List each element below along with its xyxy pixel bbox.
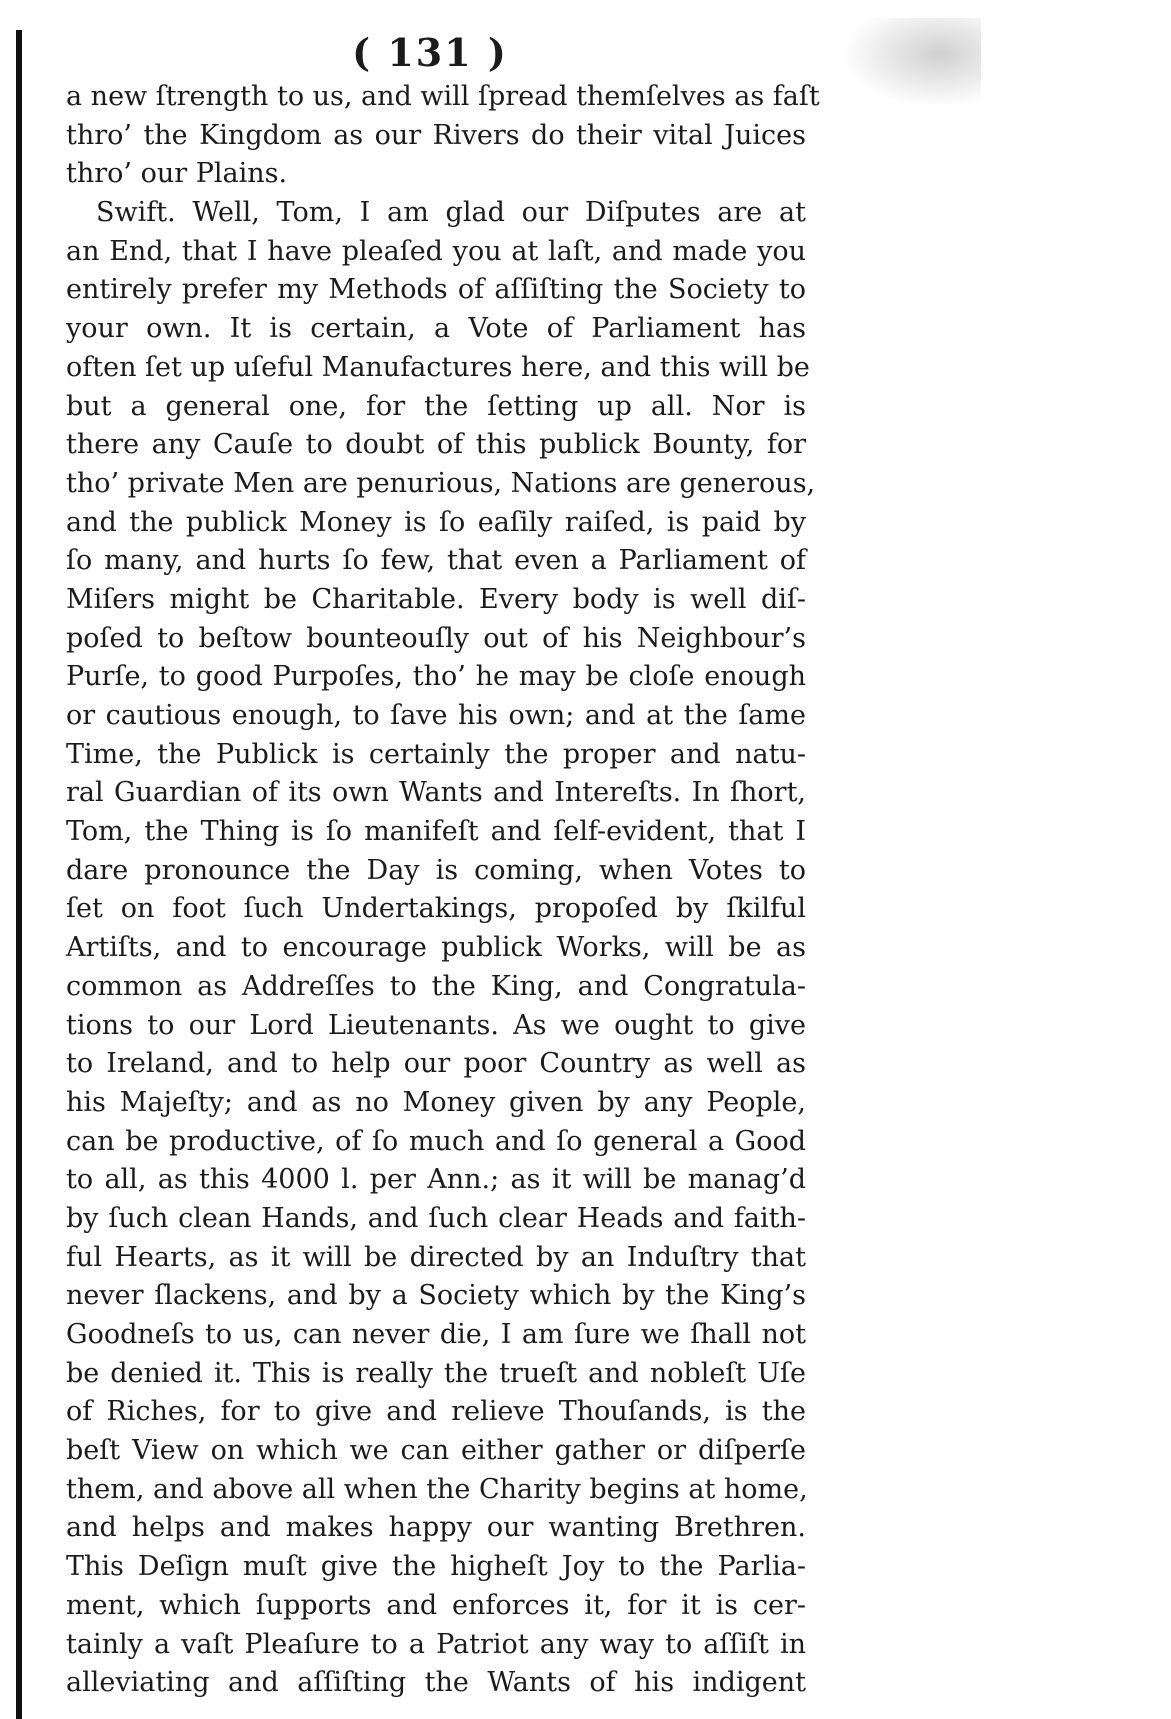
text-line: tainly a vaſt Pleaſure to a Patriot any way to aſſiſt in	[66, 1628, 806, 1660]
text-line: your own. It is certain, a Vote of Parliament has	[66, 313, 806, 345]
text-line: but a general one, for the ſetting up all. Nor is	[66, 390, 806, 422]
binding-edge-line	[16, 30, 22, 1719]
text-line: ment, which ſupports and enforces it, for it is cer-	[66, 1589, 806, 1621]
text-line: dare pronounce the Day is coming, when Votes to	[66, 854, 806, 886]
text-line: beſt View on which we can either gather or diſperſe	[66, 1435, 806, 1467]
body-text	[66, 78, 820, 1703]
text-line: to all, as this 4000 l. per Ann.; as it will be manag’d	[66, 1164, 806, 1196]
text-line: can be productive, of ſo much and ſo general a Good	[66, 1125, 806, 1157]
text-line: tions to our Lord Lieutenants. As we ought to give	[66, 1009, 806, 1041]
text-line: Tom, the Thing is ſo manifeſt and ſelf-evident, that I	[66, 816, 806, 848]
text-line: ſet on foot ſuch Undertakings, propoſed by ſkilful	[66, 893, 806, 925]
text-line: tho’ private Men are penurious, Nations are generous,	[66, 467, 816, 499]
text-line: alleviating and aſſiſting the Wants of his indigent	[66, 1667, 806, 1699]
text-line: an End, that I have pleaſed you at laſt, and made you	[66, 235, 806, 267]
text-line: never ſlackens, and by a Society which by the King’s	[66, 1280, 806, 1312]
page-number: ( 131 )	[352, 30, 508, 75]
text-line: thro’ the Kingdom as our Rivers do their vital Juices	[66, 119, 806, 151]
text-line: entirely prefer my Methods of aſſiſting the Society to	[66, 274, 806, 306]
text-line: there any Cauſe to doubt of this publick Bounty, for	[66, 429, 806, 461]
text-line: to Ireland, and to help our poor Country as well as	[66, 1048, 806, 1080]
text-line: Time, the Publick is certainly the proper and natu-	[66, 738, 806, 770]
text-line: a new ſtrength to us, and will ſpread themſelves as faſt	[66, 81, 820, 112]
text-line: Swift. Well, Tom, I am glad our Diſputes are at	[96, 197, 806, 229]
text-line: Miſers might be Charitable. Every body is well diſ-	[66, 583, 806, 615]
text-line: Goodneſs to us, can never die, I am ſure we ſhall not	[66, 1319, 806, 1350]
text-line: Purſe, to good Purpoſes, tho’ he may be cloſe enough	[66, 661, 806, 693]
text-line: them, and above all when the Charity begins at home,	[66, 1473, 808, 1505]
text-line: This Deſign muſt give the higheſt Joy to the Parlia-	[66, 1551, 806, 1583]
text-line: ſo many, and hurts ſo few, that even a Parliament of	[66, 545, 806, 577]
text-line: by ſuch clean Hands, and ſuch clear Heads and faith-	[66, 1202, 806, 1234]
text-line: common as Addreſſes to the King, and Congratula-	[66, 970, 806, 1002]
text-line: and the publick Money is ſo eaſily raiſed, is paid by	[66, 506, 806, 538]
scan-smudge	[841, 18, 981, 108]
text-line: thro’ our Plains.	[66, 158, 288, 190]
text-line: be denied it. This is really the trueſt and nobleſt Uſe	[66, 1357, 806, 1389]
text-line: and helps and makes happy our wanting Brethren.	[66, 1512, 806, 1544]
text-line: of Riches, for to give and relieve Thouſands, is the	[66, 1396, 806, 1428]
text-line: ral Guardian of its own Wants and Intereſts. In ſhort,	[66, 777, 806, 809]
text-line: poſed to beſtow bounteouſly out of his Neighbour’s	[66, 622, 806, 654]
text-line: or cautious enough, to ſave his own; and at the ſame	[66, 700, 806, 731]
text-line: his Majeſty; and as no Money given by any People,	[66, 1086, 806, 1118]
text-line: ful Hearts, as it will be directed by an Induſtry that	[66, 1241, 806, 1273]
text-line: often ſet up uſeful Manufactures here, and this will be	[66, 351, 810, 383]
text-line: Artiſts, and to encourage publick Works, will be as	[66, 932, 806, 964]
